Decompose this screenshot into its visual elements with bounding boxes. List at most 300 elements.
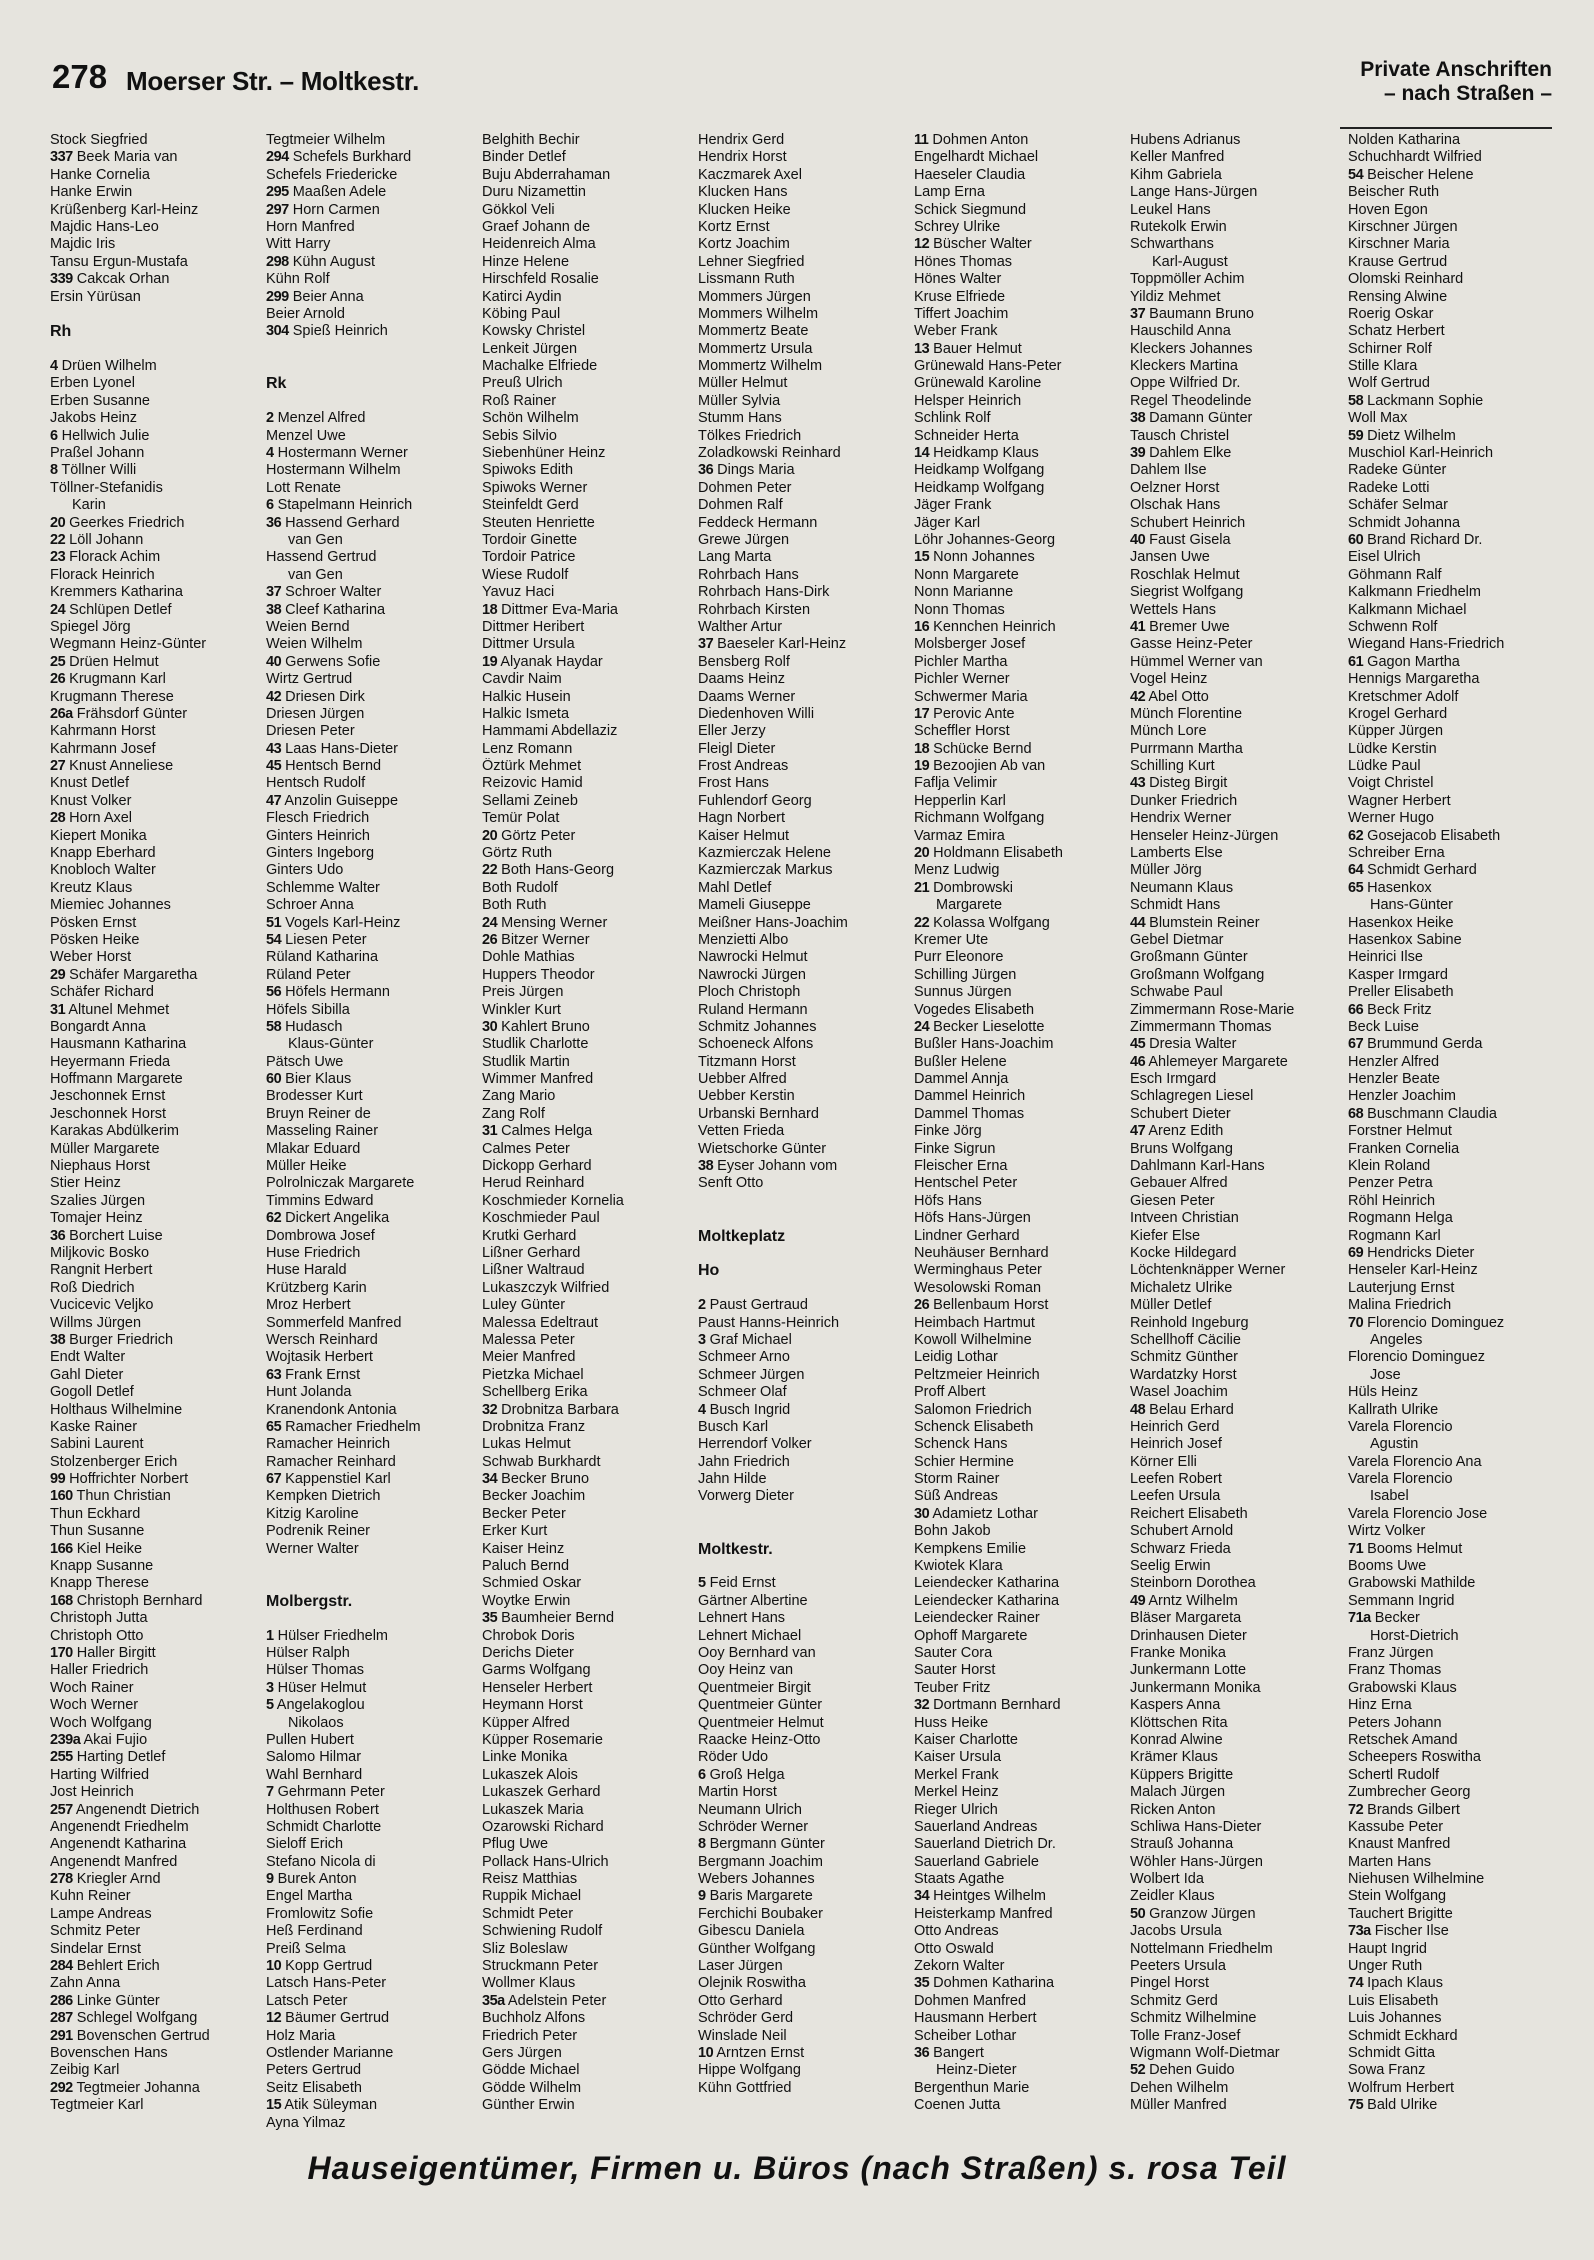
resident-entry: Erben Susanne — [50, 392, 150, 409]
resident-entry: Huss Heike — [914, 1714, 989, 1731]
resident-entry: Sebis Silvio — [482, 427, 557, 444]
resident-entry: Schmitz Wilhelmine — [1130, 2010, 1257, 2027]
house-number: 4 — [50, 358, 58, 375]
page-title: Moerser Str. – Moltkestr. — [126, 66, 420, 96]
resident-entry: Rüland Katharina — [266, 949, 379, 966]
resident-entry: Konrad Alwine — [1130, 1731, 1223, 1748]
house-number: 40 — [1130, 531, 1146, 548]
resident-entry: Daams Werner — [698, 688, 796, 705]
resident-entry: Rutekolk Erwin — [1130, 218, 1227, 235]
resident-entry: Leukel Hans — [1130, 201, 1211, 218]
resident-entry: Küpper Jürgen — [1348, 723, 1444, 740]
resident-entry: Busch Karl — [698, 1418, 769, 1435]
house-number: 70 — [1348, 1314, 1364, 1331]
resident-entry: 38 Damann Günter — [1130, 410, 1253, 427]
spacer — [698, 1506, 910, 1523]
house-number: 67 — [266, 1471, 282, 1488]
resident-entry: Zeibig Karl — [50, 2062, 120, 2079]
resident-entry: Lange Hans-Jürgen — [1130, 184, 1258, 201]
resident-entry: Schefels Friedericke — [266, 166, 398, 183]
resident-entry: 45 Hentsch Bernd — [266, 758, 382, 775]
resident-entry: Spiwoks Werner — [482, 479, 588, 496]
resident-entry: Christoph Otto — [50, 1627, 144, 1644]
entry-continuation: Nikolaos — [288, 1714, 344, 1731]
resident-entry: Günther Wolfgang — [698, 1940, 816, 1957]
resident-entry: 294 Schefels Burkhard — [266, 149, 412, 166]
resident-entry: 299 Beier Anna — [266, 288, 364, 305]
resident-entry: 58 Lackmann Sophie — [1348, 392, 1484, 409]
resident-entry: Rieger Ulrich — [914, 1801, 998, 1818]
resident-entry: 25 Drüen Helmut — [50, 653, 159, 670]
resident-entry: 35 Baumheier Bernd — [482, 1610, 615, 1627]
resident-entry: Dammel Heinrich — [914, 1088, 1026, 1105]
resident-entry: Karakas Abdülkerim — [50, 1123, 179, 1140]
house-number: 64 — [1348, 862, 1364, 879]
resident-entry: 18 Schücke Bernd — [914, 740, 1032, 757]
resident-entry: Hassend Gertrud — [266, 549, 377, 566]
house-number: 337 — [50, 149, 73, 166]
resident-entry: Teuber Fritz — [914, 1679, 991, 1696]
resident-entry: Ginters Udo — [266, 862, 344, 879]
resident-entry: Esch Irmgard — [1130, 1071, 1217, 1088]
resident-entry: Martin Horst — [698, 1784, 777, 1801]
resident-entry: 5 Angelakoglou — [266, 1697, 365, 1714]
resident-entry: Krützberg Karin — [266, 1279, 367, 1296]
resident-entry: 19 Alyanak Haydar — [482, 653, 603, 670]
spacer — [266, 1610, 478, 1627]
resident-entry: Bruyn Reiner de — [266, 1105, 371, 1122]
resident-entry: Schäfer Richard — [50, 984, 154, 1001]
resident-entry: Timmins Edward — [266, 1192, 374, 1209]
house-number: 71a — [1348, 1610, 1371, 1627]
resident-entry: Schön Wilhelm — [482, 410, 579, 427]
resident-entry: Haller Friedrich — [50, 1662, 149, 1679]
resident-entry: Koschmieder Kornelia — [482, 1192, 624, 1209]
resident-entry: Proff Albert — [914, 1384, 986, 1401]
resident-entry: Kihm Gabriela — [1130, 166, 1222, 183]
resident-entry: Frost Hans — [698, 775, 769, 792]
resident-entry: Gasse Heinz-Peter — [1130, 636, 1253, 653]
resident-entry: Schertl Rudolf — [1348, 1766, 1440, 1783]
resident-entry: Haupt Ingrid — [1348, 1940, 1427, 1957]
resident-entry: 168 Christoph Bernhard — [50, 1592, 203, 1609]
resident-entry: Steuten Henriette — [482, 514, 595, 531]
resident-entry: Schmied Oskar — [482, 1575, 582, 1592]
house-number: 40 — [266, 653, 282, 670]
resident-entry: Hostermann Wilhelm — [266, 462, 401, 479]
resident-entry: 74 Ipach Klaus — [1348, 1975, 1443, 1992]
resident-entry: 51 Vogels Karl-Heinz — [266, 914, 401, 931]
resident-entry: Ramacher Heinrich — [266, 1436, 391, 1453]
resident-entry: Walther Artur — [698, 618, 783, 635]
resident-entry: Schmeer Jürgen — [698, 1366, 805, 1383]
resident-entry: 295 Maaßen Adele — [266, 184, 387, 201]
spacer — [698, 1245, 910, 1262]
resident-entry: Preller Elisabeth — [1348, 984, 1454, 1001]
resident-entry: Neumann Klaus — [1130, 879, 1234, 896]
resident-entry: Salomo Hilmar — [266, 1749, 362, 1766]
resident-entry: Booms Uwe — [1348, 1558, 1427, 1575]
house-number: 52 — [1130, 2062, 1146, 2079]
resident-entry: Sauter Horst — [914, 1662, 996, 1679]
resident-entry: Fuhlendorf Georg — [698, 792, 812, 809]
resident-entry: Quentmeier Birgit — [698, 1679, 811, 1696]
entry-continuation: Margarete — [936, 897, 1003, 914]
house-number: 19 — [914, 758, 930, 775]
resident-entry: Henzler Joachim — [1348, 1088, 1456, 1105]
resident-entry: 6 Hellwich Julie — [50, 427, 150, 444]
house-number: 17 — [914, 705, 930, 722]
resident-entry: Heinrich Josef — [1130, 1436, 1222, 1453]
resident-entry: 36 Hassend Gerhard — [266, 514, 400, 531]
resident-entry: Rensing Alwine — [1348, 288, 1448, 305]
resident-entry: Kaiser Charlotte — [914, 1731, 1018, 1748]
resident-entry: Kahrmann Josef — [50, 740, 156, 757]
resident-entry: 3 Hüser Helmut — [266, 1679, 367, 1696]
house-number: 58 — [266, 1018, 282, 1035]
resident-entry: Wiese Rudolf — [482, 566, 569, 583]
resident-entry: 56 Höfels Hermann — [266, 984, 390, 1001]
resident-entry: Winkler Kurt — [482, 1001, 561, 1018]
resident-entry: Graef Johann de — [482, 218, 591, 235]
resident-entry: Weber Frank — [914, 323, 998, 340]
resident-entry: Szalies Jürgen — [50, 1192, 146, 1209]
resident-entry: Schilling Kurt — [1130, 758, 1215, 775]
resident-entry: Varela Florencio Jose — [1348, 1505, 1488, 1522]
street-heading: Moltkestr. — [698, 1540, 773, 1558]
resident-entry: Vetten Frieda — [698, 1123, 785, 1140]
house-number: 72 — [1348, 1801, 1364, 1818]
resident-entry: 37 Baumann Bruno — [1130, 305, 1254, 322]
house-number: 25 — [50, 653, 66, 670]
resident-entry: Leiendecker Katharina — [914, 1575, 1060, 1592]
house-number: 10 — [266, 1958, 282, 1975]
resident-entry: Radeke Lotti — [1348, 479, 1430, 496]
resident-entry: Schlemme Walter — [266, 879, 380, 896]
house-number: 26a — [50, 705, 73, 722]
house-number: 65 — [1348, 879, 1364, 896]
resident-entry: 257 Angenendt Dietrich — [50, 1801, 200, 1818]
section-heading — [1360, 58, 1552, 106]
resident-entry: Wagner Herbert — [1348, 792, 1451, 809]
directory-column — [482, 132, 694, 2115]
house-number: 37 — [1130, 305, 1146, 322]
resident-entry: Woch Rainer — [50, 1679, 134, 1696]
resident-entry: Wolfrum Herbert — [1348, 2079, 1455, 2096]
resident-entry: Kiefer Else — [1130, 1227, 1201, 1244]
resident-entry: Preiß Selma — [266, 1940, 346, 1957]
resident-entry: Lißner Waltraud — [482, 1262, 585, 1279]
resident-entry: Werner Hugo — [1348, 810, 1434, 827]
resident-entry: Hönes Walter — [914, 271, 1002, 288]
resident-entry: 166 Kiel Heike — [50, 1540, 143, 1557]
resident-entry: Lukaszek Gerhard — [482, 1784, 601, 1801]
house-number: 255 — [50, 1749, 73, 1766]
resident-entry: Unger Ruth — [1348, 1958, 1423, 1975]
resident-entry: Ruppik Michael — [482, 1888, 582, 1905]
resident-entry: Hirschfeld Rosalie — [482, 271, 599, 288]
resident-entry: Gibescu Daniela — [698, 1923, 805, 1940]
resident-entry: Kaiser Helmut — [698, 827, 790, 844]
house-number: 11 — [914, 132, 929, 148]
resident-entry: Spiwoks Edith — [482, 462, 574, 479]
house-number: 13 — [914, 340, 930, 357]
resident-entry: 27 Knust Anneliese — [50, 758, 174, 775]
resident-entry: Kallrath Ulrike — [1348, 1401, 1439, 1418]
resident-entry: Krogel Gerhard — [1348, 705, 1448, 722]
house-number: 41 — [1130, 618, 1146, 635]
resident-entry: Hümmel Werner van — [1130, 653, 1263, 670]
resident-entry: Miemiec Johannes — [50, 897, 171, 914]
resident-entry: Hubens Adrianus — [1130, 132, 1241, 148]
resident-entry: Grabowski Mathilde — [1348, 1575, 1476, 1592]
resident-entry: Wimmer Manfred — [482, 1071, 594, 1088]
resident-entry: 26 Bellenbaum Horst — [914, 1297, 1049, 1314]
resident-entry: Dohmen Ralf — [698, 497, 783, 514]
resident-entry: Spiegel Jörg — [50, 618, 131, 635]
resident-entry: Jäger Karl — [914, 514, 981, 531]
resident-entry: Malessa Peter — [482, 1331, 575, 1348]
resident-entry: 297 Horn Carmen — [266, 201, 380, 218]
resident-entry: Rohrbach Hans — [698, 566, 799, 583]
house-number: 4 — [698, 1401, 706, 1418]
house-number: 69 — [1348, 1245, 1364, 1261]
house-number: 67 — [1348, 1036, 1364, 1053]
house-number: 54 — [266, 931, 282, 948]
resident-entry: 18 Dittmer Eva-Maria — [482, 601, 618, 618]
resident-entry: Yavuz Haci — [482, 584, 555, 601]
resident-entry: Pichler Martha — [914, 653, 1008, 670]
resident-entry: Both Ruth — [482, 897, 547, 914]
house-number: 44 — [1130, 914, 1146, 931]
entry-continuation: Agustin — [1370, 1436, 1419, 1453]
resident-entry: Röhl Heinrich — [1348, 1192, 1436, 1209]
house-number: 99 — [50, 1471, 66, 1488]
resident-entry: Kortz Joachim — [698, 236, 790, 253]
resident-entry: Bergenthun Marie — [914, 2079, 1030, 2096]
resident-entry: Huse Harald — [266, 1262, 347, 1279]
resident-entry: Reisz Matthias — [482, 1871, 578, 1888]
resident-entry: 34 Heintges Wilhelm — [914, 1888, 1046, 1905]
resident-entry: Seelig Erwin — [1130, 1558, 1211, 1575]
house-number: 36 — [50, 1227, 66, 1244]
resident-entry: Niehusen Wilhelmine — [1348, 1871, 1485, 1888]
resident-entry: Linke Monika — [482, 1749, 568, 1766]
house-number: 1 — [266, 1627, 274, 1644]
resident-entry: Ostlender Marianne — [266, 2044, 394, 2061]
resident-entry: Sauerland Dietrich Dr. — [914, 1836, 1056, 1853]
resident-entry: 71a Becker — [1348, 1610, 1420, 1627]
resident-entry: Malach Jürgen — [1130, 1784, 1226, 1801]
house-number: 26 — [50, 671, 66, 688]
resident-entry: Knapp Therese — [50, 1575, 149, 1592]
resident-entry: Hülser Ralph — [266, 1644, 350, 1661]
resident-entry: Grewe Jürgen — [698, 531, 790, 548]
resident-entry: Krugmann Therese — [50, 688, 174, 705]
resident-entry: Henzler Beate — [1348, 1071, 1440, 1088]
resident-entry: Heidkamp Wolfgang — [914, 479, 1045, 496]
resident-entry: Senft Otto — [698, 1175, 764, 1192]
resident-entry: Molsberger Josef — [914, 636, 1026, 653]
resident-entry: Lukaszek Alois — [482, 1766, 578, 1783]
house-number: 39 — [1130, 445, 1146, 462]
resident-entry: Finke Sigrun — [914, 1140, 996, 1157]
house-number: 15 — [266, 2097, 282, 2114]
resident-entry: 65 Hasenkox — [1348, 879, 1432, 896]
resident-entry: Rüland Peter — [266, 966, 351, 983]
resident-entry: Dahlem Ilse — [1130, 462, 1207, 479]
resident-entry: Bruns Wolfgang — [1130, 1140, 1233, 1157]
resident-entry: Schmeer Arno — [698, 1349, 790, 1366]
resident-entry: Lampe Andreas — [50, 1905, 152, 1922]
resident-entry: Finke Jörg — [914, 1123, 982, 1140]
resident-entry: Erker Kurt — [482, 1523, 548, 1540]
resident-entry: Hanke Erwin — [50, 184, 133, 201]
resident-entry: Ozarowski Richard — [482, 1818, 604, 1835]
resident-entry: Wolbert Ida — [1130, 1871, 1204, 1888]
resident-entry: Majdic Hans-Leo — [50, 218, 159, 235]
resident-entry: Knapp Susanne — [50, 1558, 154, 1575]
spacer — [50, 341, 262, 358]
resident-entry: Siegrist Wolfgang — [1130, 584, 1244, 601]
directory-column — [1130, 132, 1342, 2115]
resident-entry: Christoph Jutta — [50, 1610, 148, 1627]
resident-entry: Wesolowski Roman — [914, 1279, 1042, 1296]
resident-entry: Lukas Helmut — [482, 1436, 571, 1453]
resident-entry: 47 Anzolin Guiseppe — [266, 792, 399, 809]
resident-entry: Kalkmann Friedhelm — [1348, 584, 1481, 601]
resident-entry: 284 Behlert Erich — [50, 1958, 160, 1975]
resident-entry: Polrolniczak Margarete — [266, 1175, 415, 1192]
resident-entry: Knust Detlef — [50, 775, 129, 792]
resident-entry: Sliz Boleslaw — [482, 1940, 568, 1957]
resident-entry: 239a Akai Fujio — [50, 1731, 148, 1748]
resident-entry: Olschak Hans — [1130, 497, 1221, 514]
house-number: 6 — [266, 497, 274, 514]
resident-entry: Brodesser Kurt — [266, 1088, 363, 1105]
resident-entry: Wardatzky Horst — [1130, 1366, 1237, 1383]
resident-entry: Kahrmann Horst — [50, 723, 156, 740]
resident-entry: Beier Arnold — [266, 305, 345, 322]
resident-entry: Schneider Herta — [914, 427, 1019, 444]
resident-entry: Schwenn Rolf — [1348, 618, 1438, 635]
house-number: 49 — [1130, 1592, 1146, 1609]
resident-entry: 61 Gagon Martha — [1348, 653, 1460, 670]
resident-entry: 32 Drobnitza Barbara — [482, 1401, 619, 1418]
resident-entry: Masseling Rainer — [266, 1123, 379, 1140]
resident-entry: Sabini Laurent — [50, 1436, 144, 1453]
resident-entry: Kaiser Heinz — [482, 1540, 565, 1557]
resident-entry: Engel Martha — [266, 1888, 353, 1905]
resident-entry: Schäfer Selmar — [1348, 497, 1448, 514]
resident-entry: Lamberts Else — [1130, 845, 1223, 862]
resident-entry: Dickopp Gerhard — [482, 1158, 592, 1175]
resident-entry: 5 Feid Ernst — [698, 1575, 776, 1592]
resident-entry: Pollack Hans-Ulrich — [482, 1853, 609, 1870]
street-heading: Rk — [266, 375, 287, 393]
resident-entry: Müller Manfred — [1130, 2097, 1227, 2114]
resident-entry: Klucken Heike — [698, 201, 791, 218]
resident-entry: Kwiotek Klara — [914, 1558, 1003, 1575]
house-number: 42 — [1130, 688, 1146, 705]
resident-entry: Machalke Elfriede — [482, 358, 598, 375]
resident-entry: 22 Löll Johann — [50, 531, 144, 548]
resident-entry: Köbing Paul — [482, 305, 561, 322]
house-number: 15 — [914, 549, 930, 566]
resident-entry: Fromlowitz Sofie — [266, 1905, 374, 1922]
resident-entry: Mameli Giuseppe — [698, 897, 811, 914]
resident-entry: Steinfeldt Gerd — [482, 497, 579, 514]
resident-entry: Meißner Hans-Joachim — [698, 914, 848, 931]
resident-entry: Zimmermann Thomas — [1130, 1018, 1272, 1035]
resident-entry: Nonn Thomas — [914, 601, 1005, 618]
resident-entry: Muschiol Karl-Heinrich — [1348, 445, 1494, 462]
resident-entry: Studlik Martin — [482, 1053, 570, 1070]
house-number: 74 — [1348, 1975, 1364, 1992]
spacer — [266, 1575, 478, 1592]
house-number: 6 — [698, 1766, 706, 1783]
resident-entry: Kempkens Emilie — [914, 1540, 1027, 1557]
resident-entry: Heimbach Hartmut — [914, 1314, 1035, 1331]
resident-entry: Hoffmann Margarete — [50, 1071, 183, 1088]
resident-entry: Stein Wolfgang — [1348, 1888, 1447, 1905]
resident-entry: Nonn Marianne — [914, 584, 1014, 601]
resident-entry: 9 Baris Margarete — [698, 1888, 813, 1905]
resident-entry: Lehnert Hans — [698, 1610, 786, 1627]
resident-entry: 38 Eyser Johann vom — [698, 1158, 838, 1175]
resident-entry: Hammami Abdellaziz — [482, 723, 618, 740]
resident-entry: Kasper Irmgard — [1348, 966, 1448, 983]
resident-entry: 24 Schlüpen Detlef — [50, 601, 172, 618]
resident-entry: Schlagregen Liesel — [1130, 1088, 1254, 1105]
resident-entry: Niephaus Horst — [50, 1158, 150, 1175]
street-heading: Rh — [50, 323, 72, 341]
house-number: 287 — [50, 2010, 73, 2027]
resident-entry: Marten Hans — [1348, 1853, 1432, 1870]
house-number: 5 — [266, 1697, 274, 1714]
house-number: 38 — [50, 1331, 66, 1348]
resident-entry: Drobnitza Franz — [482, 1418, 586, 1435]
house-number: 54 — [1348, 166, 1364, 183]
house-number: 19 — [482, 653, 498, 670]
resident-entry: Semmann Ingrid — [1348, 1592, 1455, 1609]
resident-entry: Pullen Hubert — [266, 1731, 354, 1748]
resident-entry: Hüls Heinz — [1348, 1384, 1419, 1401]
resident-entry: Schoeneck Alfons — [698, 1036, 814, 1053]
resident-entry: Körner Elli — [1130, 1453, 1197, 1470]
resident-entry: Kleckers Johannes — [1130, 340, 1253, 357]
resident-entry: 72 Brands Gilbert — [1348, 1801, 1460, 1818]
resident-entry: Hoven Egon — [1348, 201, 1428, 218]
resident-entry: Zahn Anna — [50, 1975, 121, 1992]
resident-entry: Dammel Thomas — [914, 1105, 1025, 1122]
resident-entry: 60 Bier Klaus — [266, 1071, 352, 1088]
resident-entry: Forstner Helmut — [1348, 1123, 1452, 1140]
resident-entry: Hinz Erna — [1348, 1697, 1412, 1714]
resident-entry: 8 Töllner Willi — [50, 462, 137, 479]
resident-entry: Malina Friedrich — [1348, 1297, 1452, 1314]
resident-entry: Willms Jürgen — [50, 1314, 142, 1331]
resident-entry: Sindelar Ernst — [50, 1940, 142, 1957]
house-number: 71 — [1348, 1540, 1364, 1557]
resident-entry: Drinhausen Dieter — [1130, 1627, 1247, 1644]
resident-entry: Lüdke Paul — [1348, 758, 1421, 775]
resident-entry: Zimmermann Rose-Marie — [1130, 1001, 1295, 1018]
resident-entry: Wirtz Gertrud — [266, 671, 353, 688]
resident-entry: 34 Becker Bruno — [482, 1471, 590, 1488]
resident-entry: Schlink Rolf — [914, 410, 991, 427]
resident-entry: Hennigs Margaretha — [1348, 671, 1480, 688]
